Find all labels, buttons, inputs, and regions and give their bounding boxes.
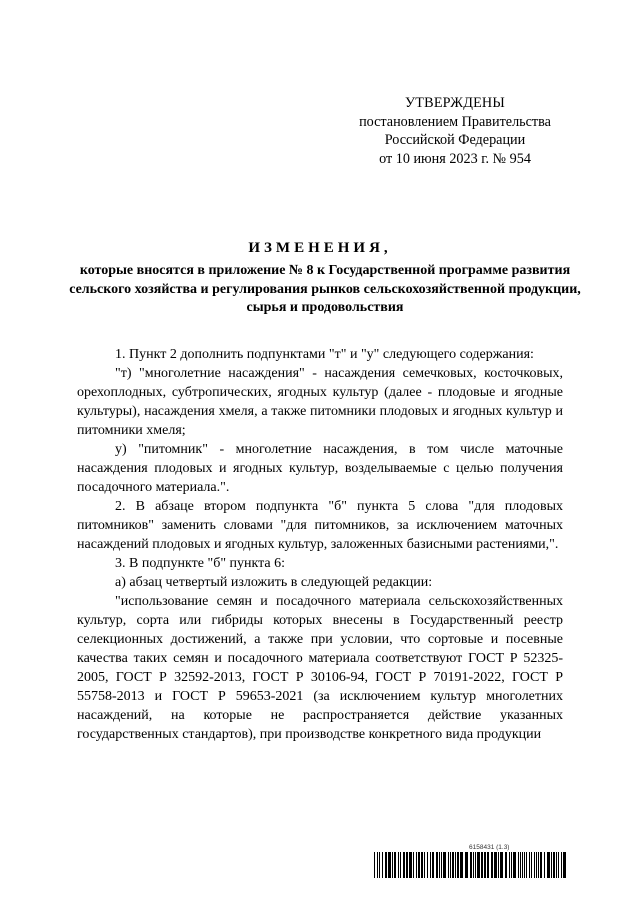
approval-line-1: постановлением Правительства [359, 113, 551, 130]
paragraph-6: а) абзац четвертый изложить в следующей редакции: [115, 575, 433, 590]
paragraph-2: "т) "многолетние насаждения" - насаждения семечковых, косточковых, орехоплодных, субтропических, ягодных культур (далее - плодовые и ягодные культуры), насаждения хмеля, а также питомники плодовых и ягодных культур и питомники хмеля; [77, 366, 563, 438]
approval-line-3: от 10 июня 2023 г. № 954 [379, 150, 531, 167]
paragraph-5: 3. В подпункте "б" пункта 6: [115, 556, 286, 571]
document-subtitle: которые вносятся в приложение № 8 к Государственной программе развития сельского хозяйства и регулирования рынков сельскохозяйственной продукции, сырья и продовольствия [69, 263, 581, 315]
barcode [374, 852, 568, 878]
document-body [77, 345, 563, 744]
approval-line-2: Российской Федерации [384, 132, 526, 148]
paragraph-7: "использование семян и посадочного материала сельскохозяйственных культур, сорта или гибриды которых внесены в Государственный реестр селекционных достижений, а также при условии, что сортовые и посевные качества таких семян и посадочного материала соответствуют ГОСТ Р 52325-2005, ГОСТ Р 32592-2013, ГОСТ Р 30106-94, ГОСТ Р 70191-2022, ГОСТ Р 55758-2013 и ГОСТ Р 59653-2021 (за исключением культур многолетних насаждений, на которые не распространяется действие указанных государственных стандартов), при производстве конкретного вида продукции [77, 594, 563, 742]
paragraph-1: 1. Пункт 2 дополнить подпунктами "т" и "у" следующего содержания: [115, 347, 534, 362]
paragraph-4: 2. В абзаце втором подпункта "б" пункта 5 слова "для плодовых питомников" заменить словами "для питомников, за исключением маточных насаждений плодовых и ягодных культур, заложенных базисными растениями,". [77, 499, 563, 552]
approval-heading: УТВЕРЖДЕНЫ [405, 95, 505, 111]
approval-block [330, 94, 580, 168]
paragraph-3: у) "питомник" - многолетние насаждения, в том числе маточные насаждения плодовых и ягодных культур, возделываемые с целью получения посадочного материала.". [77, 442, 563, 495]
document-title: ИЗМЕНЕНИЯ, [248, 240, 392, 256]
document-code: 6158431 (1.3) [469, 844, 510, 851]
